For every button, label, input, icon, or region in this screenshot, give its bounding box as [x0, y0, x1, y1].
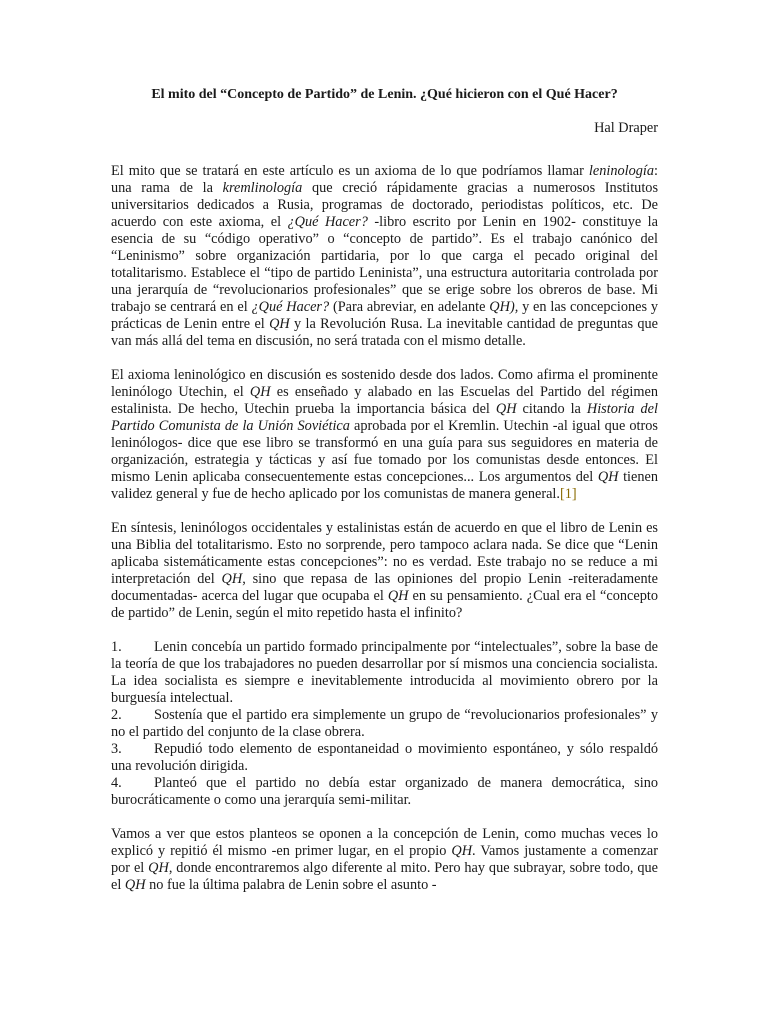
list-number: 3. [111, 741, 122, 757]
emphasis-run: kremlinología [222, 180, 303, 196]
list-number: 1. [111, 639, 122, 655]
text-run: es enseñado y alabado en las Escuelas del Partido del régimen estalinista. De hecho, Utechin prueba la importancia básica del [111, 384, 658, 417]
list-text: Sostenía que el partido era simplemente un grupo de “revolucionarios profesionales” y no el partido del conjunto de la clase obrera. [111, 707, 658, 740]
text-run: En síntesis, leninólogos occidentales y estalinistas están de acuerdo en que el libro de Lenin es una Biblia del totalitarismo. Esto no sorprende, pero tampoco aclara nada. Se dice que “Lenin aplicaba sistemáticamente estas concepciones”: no es verdad. Este trabajo no se reduce a mi interpretación del [111, 520, 658, 587]
emphasis-run: leninología [588, 163, 655, 179]
document-author: Hal Draper [594, 120, 658, 136]
text-run: no fue la última palabra de Lenin sobre el asunto - [145, 877, 437, 893]
emphasis-run: QH [249, 384, 271, 400]
emphasis-run: QH [221, 571, 243, 587]
text-run: y la Revolución Rusa. La inevitable cantidad de preguntas que van más allá del tema en discusión, no será tratada con el mismo detalle. [111, 316, 658, 349]
document-page [111, 86, 658, 894]
text-run: citando la [516, 401, 587, 417]
paragraph-2 [111, 367, 658, 503]
list-number: 4. [111, 775, 122, 791]
text-run: tienen validez general y fue de hecho aplicado por los comunistas de manera general. [111, 469, 659, 502]
emphasis-run: QH), [489, 299, 519, 315]
emphasis-run: QH [387, 588, 409, 604]
emphasis-run: QH [124, 877, 146, 893]
list-item [111, 707, 658, 741]
document-title: El mito del “Concepto de Partido” de Lenin. ¿Qué hicieron con el Qué Hacer? [151, 87, 618, 102]
list-item [111, 775, 658, 809]
text-run: aprobada por el Kremlin. Utechin -al igual que otros leninólogos- dice que ese libro se transformó en una guía para sus seguidores en materia de organización, estrategia y tácticas y así fue tomado por los comunistas desde entonces. El mismo Lenin aplicaba consecuentemente estas concepciones... Los argumentos del [111, 418, 658, 485]
paragraph-4 [111, 826, 658, 894]
emphasis-run: ¿Qué Hacer? [287, 214, 368, 230]
emphasis-run: QH [495, 401, 517, 417]
emphasis-run: QH [451, 843, 473, 859]
emphasis-run: QH [148, 860, 169, 876]
emphasis-run: QH [597, 469, 619, 485]
text-run: El axioma leninológico en discusión es sostenido desde dos lados. Como afirma el prominente leninólogo Utechin, el [111, 367, 658, 400]
text-run: (Para abreviar, en adelante [329, 299, 490, 315]
list-item [111, 741, 658, 775]
text-run: : una rama de la [111, 163, 658, 196]
footnote-link[interactable]: [1] [559, 486, 577, 502]
text-run: -libro escrito por Lenin en 1902- constituye la esencia de su “código operativo” o “concepto de partido”. Es el trabajo canónico del “Leninismo” sobre organización partidaria, por lo que carga el pecado original del totalitarismo. Establece el “tipo de partido Leninista”, una estructura autoritaria controlada por una jerarquía de “revolucionarios profesionales” que se erige sobre los obreros de base. Mi trabajo se centrará en el [111, 214, 658, 315]
numbered-list [111, 639, 658, 809]
text-run: que creció rápidamente gracias a numerosos Institutos universitarios dedicados a Rusia, programas de doctorado, periodistas políticos, etc. De acuerdo con este axioma, el [111, 180, 659, 230]
text-run: y en las concepciones y prácticas de Lenin entre el [111, 299, 659, 332]
text-run: . Vamos justamente a comenzar por el [111, 843, 658, 876]
text-run: , sino que repasa de las opiniones del propio Lenin -reiteradamente documentadas- acerca del lugar que ocupaba el [111, 571, 658, 604]
list-text: Planteó que el partido no debía estar organizado de manera democrática, sino burocráticamente o como una jerarquía semi-militar. [111, 775, 658, 808]
list-number: 2. [111, 707, 122, 723]
text-run: en su pensamiento. ¿Cual era el “concepto de partido” de Lenin, según el mito repetido hasta el infinito? [111, 588, 658, 621]
emphasis-run: Historia del Partido Comunista de la Unión Soviética [111, 401, 658, 434]
emphasis-run: ¿Qué Hacer? [251, 299, 330, 315]
list-text: Lenin concebía un partido formado principalmente por “intelectuales”, sobre la base de la teoría de que los trabajadores no pueden desarrollar por sí mismos una conciencia socialista. La idea socialista es siempre e inevitablemente introducida al movimiento obrero por la burguesía intelectual. [111, 639, 658, 706]
paragraph-3 [111, 520, 658, 622]
text-run: , donde encontraremos algo diferente al mito. Pero hay que subrayar, sobre todo, que el [111, 860, 658, 893]
paragraph-1 [111, 163, 658, 350]
text-run: El mito que se tratará en este artículo es un axioma de lo que podríamos llamar [111, 163, 589, 179]
list-text: Repudió todo elemento de espontaneidad o movimiento espontáneo, y sólo respaldó una revolución dirigida. [111, 741, 658, 774]
emphasis-run: QH [269, 316, 290, 332]
text-run: Vamos a ver que estos planteos se oponen a la concepción de Lenin, como muchas veces lo explicó y repitió él mismo -en primer lugar, en el propio [111, 826, 658, 859]
list-item [111, 639, 658, 707]
